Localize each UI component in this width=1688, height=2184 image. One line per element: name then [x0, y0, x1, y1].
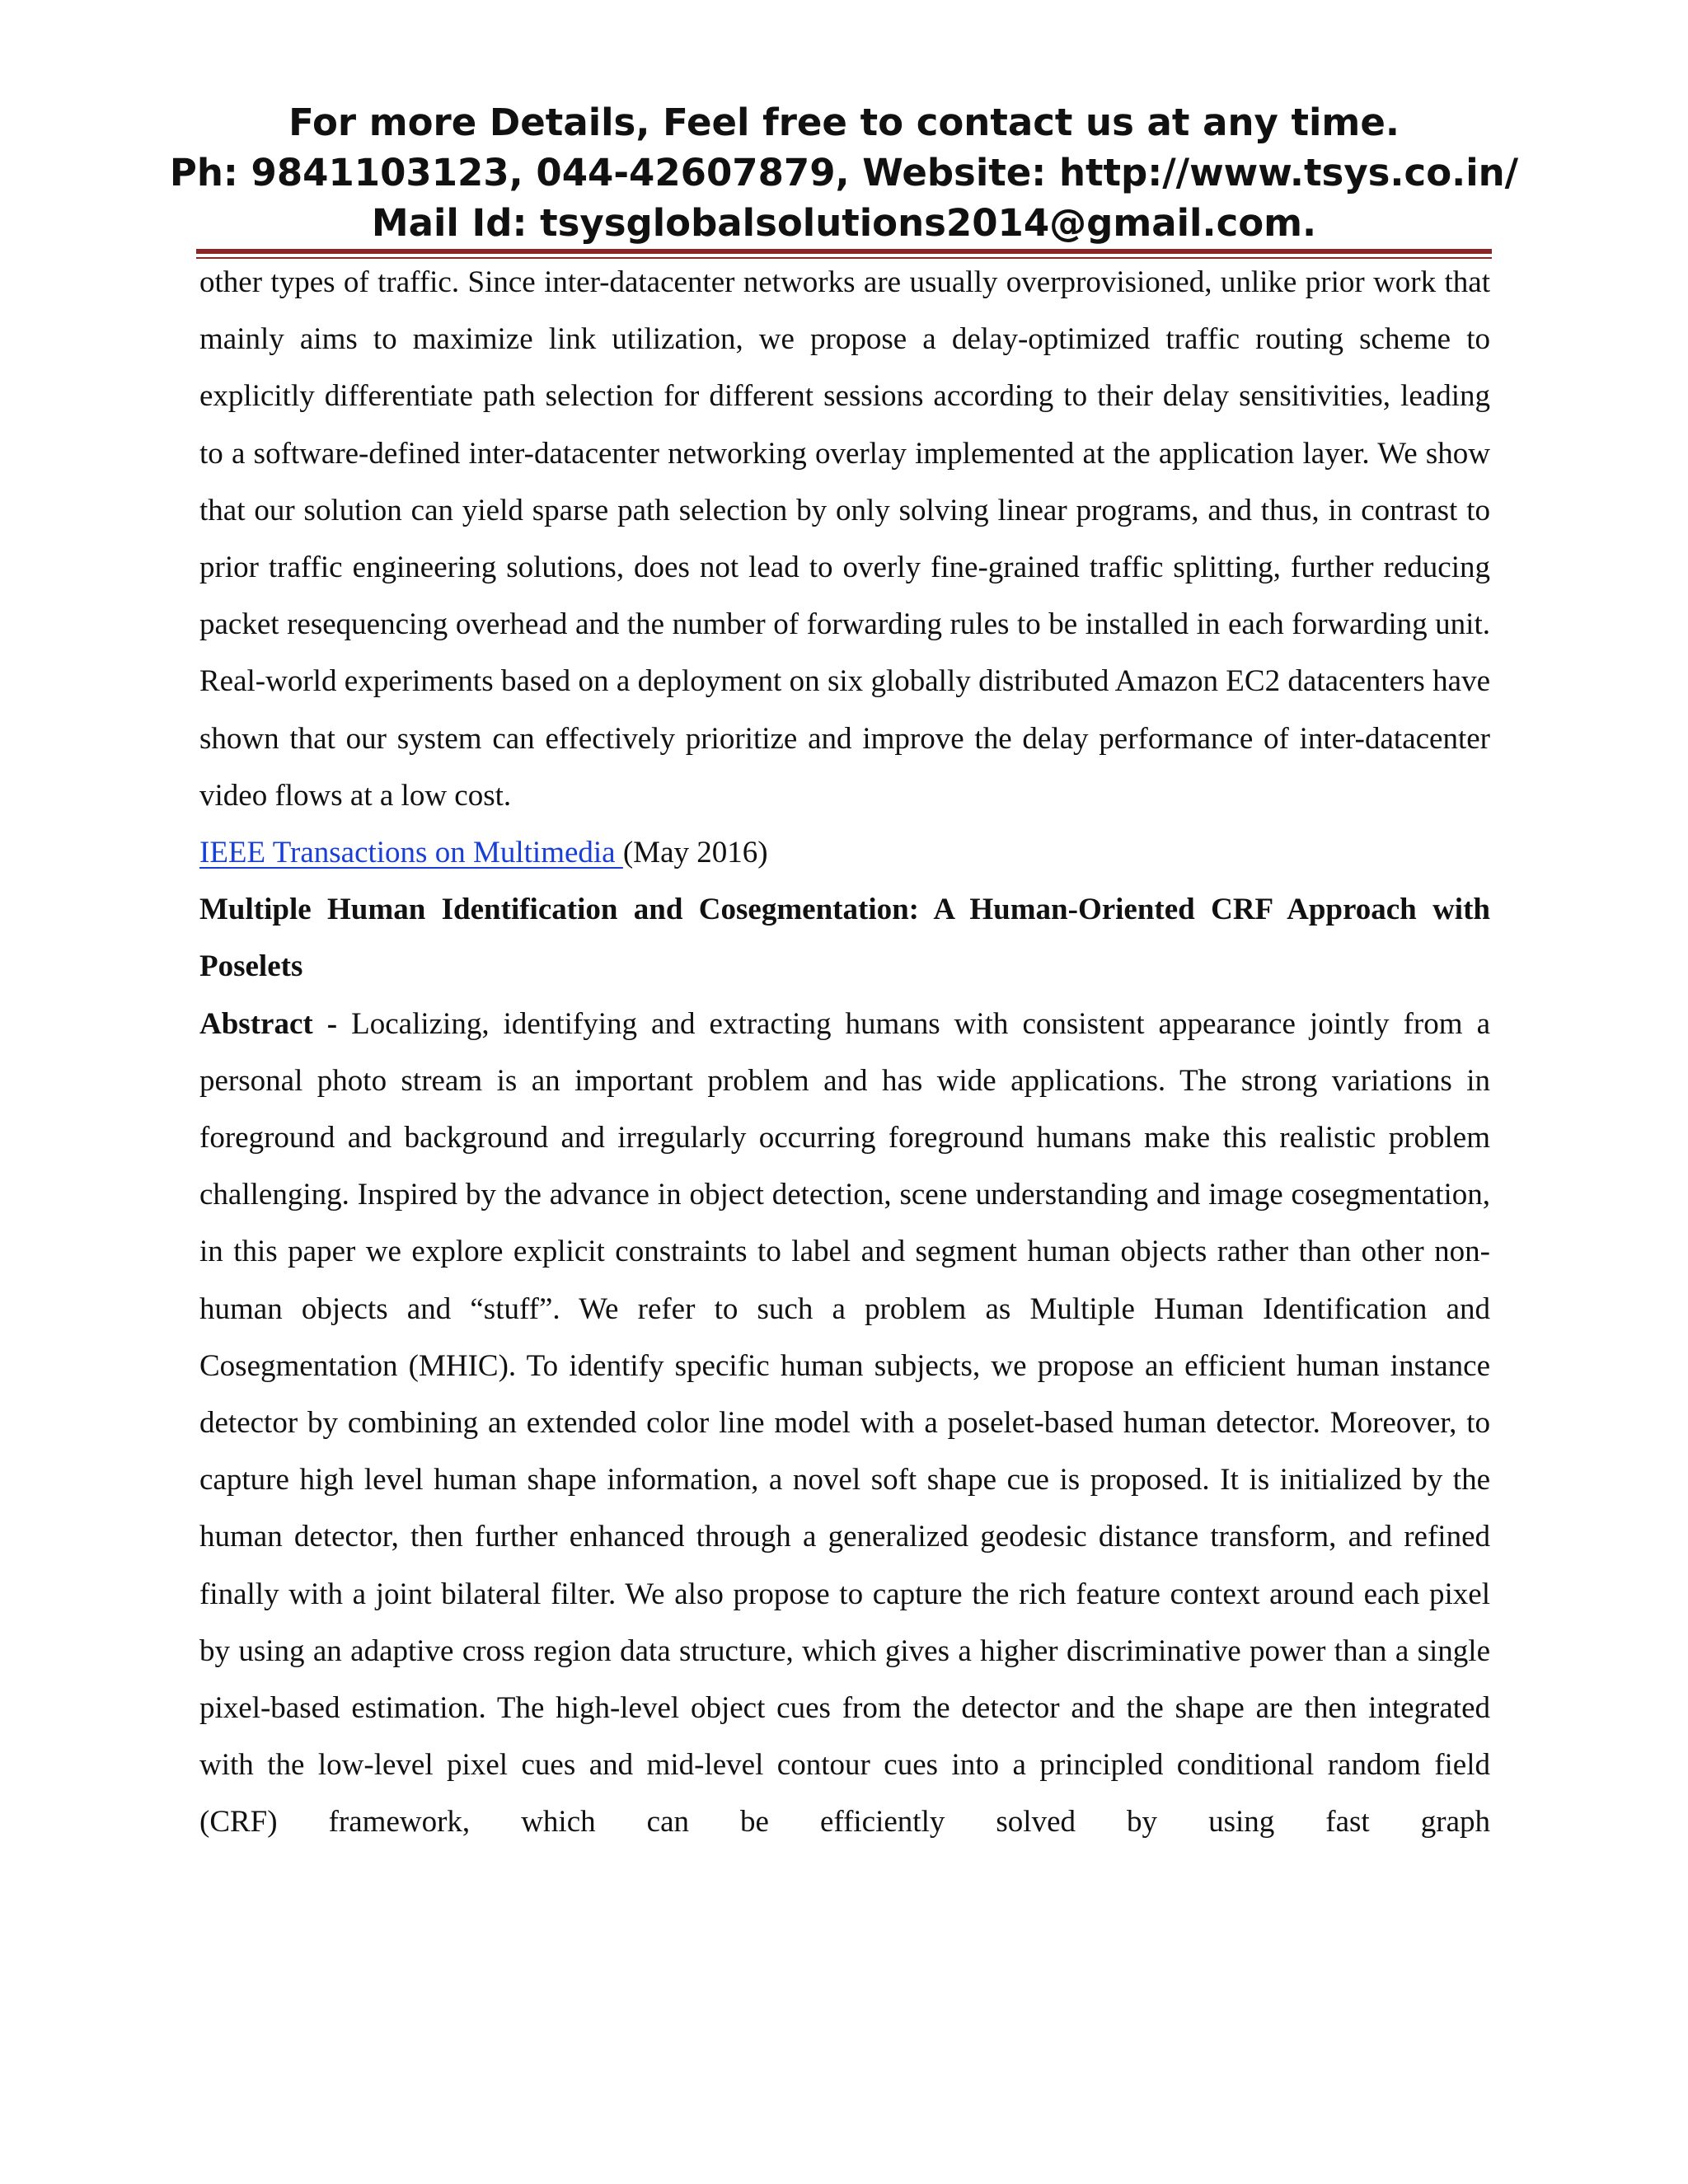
- contact-header: [0, 97, 1688, 248]
- paper-abstract: [199, 996, 1490, 1851]
- contact-header-line-3: Mail Id: tsysglobalsolutions2014@gmail.com.: [371, 201, 1317, 245]
- document-body: [199, 254, 1490, 1851]
- abstract-text: Localizing, identifying and extracting humans with consistent appearance jointly from a personal photo stream is an important problem and has wide applications. The strong variations in foreground and background and irregularly occurring foreground humans make this realistic problem challenging. Inspired by the advance in object detection, scene understanding and image cosegmentation, in this paper we explore explicit constraints to label and segment human objects rather than other non-human objects and “stuff”. We refer to such a problem as Multiple Human Identification and Cosegmentation (MHIC). To identify specific human subjects, we propose an efficient human instance detector by combining an extended color line model with a poselet-based human detector. Moreover, to capture high level human shape information, a novel soft shape cue is proposed. It is initialized by the human detector, then further enhanced through a generalized geodesic distance transform, and refined finally with a joint bilateral filter. We also propose to capture the rich feature context around each pixel by using an adaptive cross region data structure, which gives a higher discriminative power than a single pixel-based estimation. The high-level object cues from the detector and the shape are then integrated with the low-level pixel cues and mid-level contour cues into a principled conditional random field (CRF) framework, which can be efficiently solved by using fast graph: [199, 1006, 1490, 1840]
- journal-link[interactable]: IEEE Transactions on Multimedia: [199, 836, 623, 870]
- journal-reference: [199, 824, 1490, 881]
- abstract-label: Abstract -: [199, 1006, 352, 1041]
- contact-header-line-2: Ph: 9841103123, 044-42607879, Website: http://www.tsys.co.in/: [169, 151, 1519, 194]
- publication-date: (May 2016): [622, 836, 768, 870]
- previous-abstract-continuation: other types of traffic. Since inter-datacenter networks are usually overprovisioned, unlike prior work that mainly aims to maximize link utilization, we propose a delay-optimized traffic routing scheme to explicitly differentiate path selection for different sessions according to their delay sensitivities, leading to a software-defined inter-datacenter networking overlay implemented at the application layer. We show that our solution can yield sparse path selection by only solving linear programs, and thus, in contrast to prior traffic engineering solutions, does not lead to overly fine-grained traffic splitting, further reducing packet resequencing overhead and the number of forwarding rules to be installed in each forwarding unit. Real-world experiments based on a deployment on six globally distributed Amazon EC2 datacenters have shown that our system can effectively prioritize and improve the delay performance of inter-datacenter video flows at a low cost.: [199, 265, 1490, 813]
- contact-header-line-1: For more Details, Feel free to contact us at any time.: [288, 101, 1400, 144]
- paper-title: Multiple Human Identification and Cosegmentation: A Human-Oriented CRF Approach with Poselets: [199, 893, 1490, 984]
